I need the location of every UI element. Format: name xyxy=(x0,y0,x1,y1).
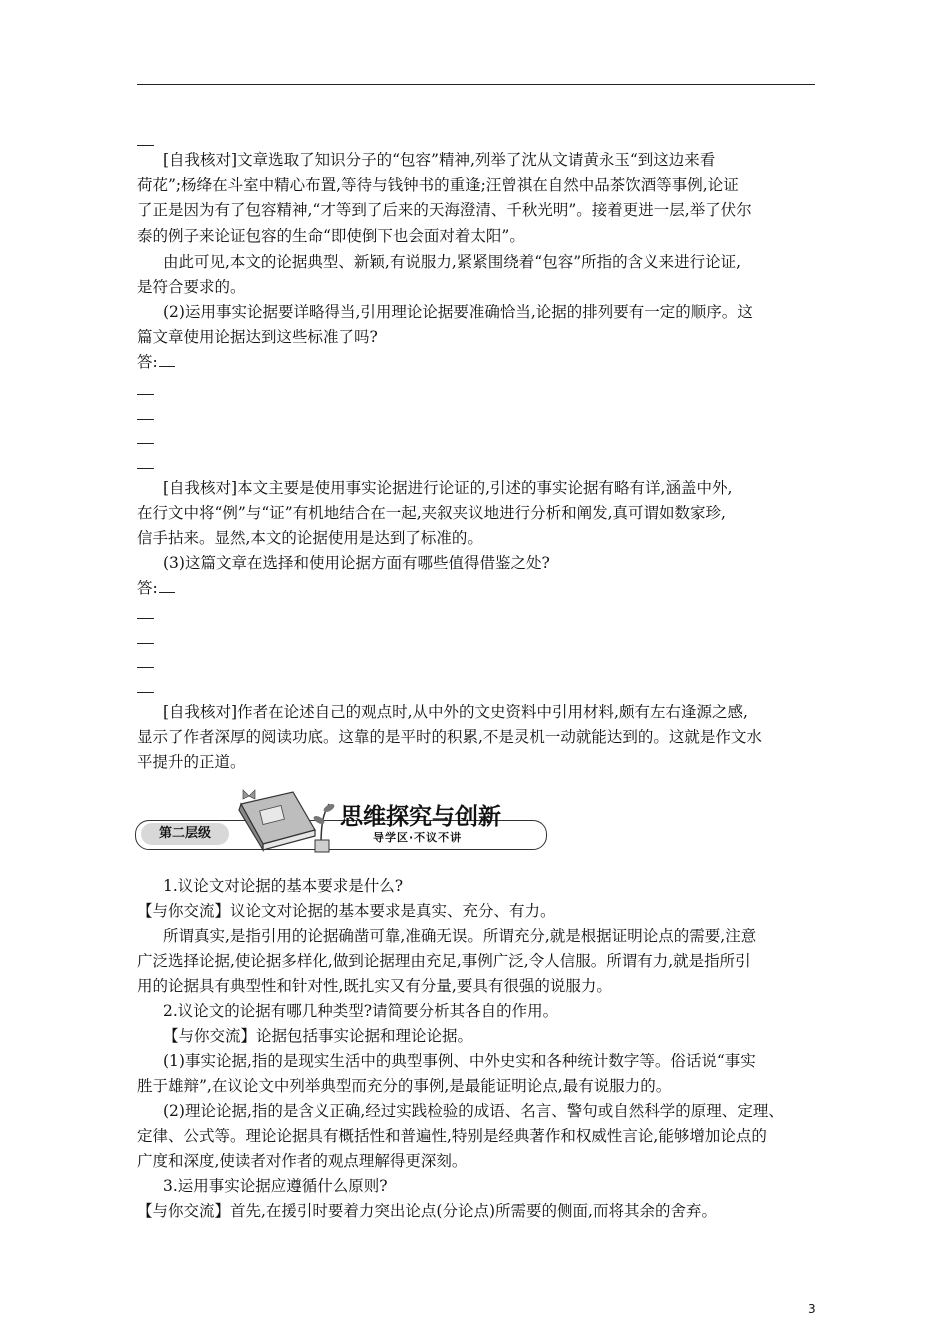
text-line: 篇文章使用论据达到这些标准了吗? xyxy=(137,328,378,346)
section-banner xyxy=(135,782,555,862)
text-line: 荷花”;杨绛在斗室中精心布置,等待与钱钟书的重逢;汪曾祺在自然中品茶饮酒等事例,论证 xyxy=(137,176,739,194)
text-line: 广泛选择论据,使论据多样化,做到论据理由充足,事例广泛,令人信服。所谓有力,就是指所引 xyxy=(137,952,751,970)
answer-blank[interactable] xyxy=(137,618,154,619)
level-badge: 第二层级 xyxy=(141,823,229,845)
answer-blank[interactable] xyxy=(137,667,154,668)
text-line: 定律、公式等。理论论据具有概括性和普遍性,特别是经典著作和权威性言论,能够增加论点的 xyxy=(137,1127,767,1145)
answer-blank[interactable] xyxy=(137,692,154,693)
banner-title: 思维探究与创新 xyxy=(340,804,501,830)
question-1: 1.议论文对论据的基本要求是什么? xyxy=(163,877,404,895)
text-line: 了正是因为有了包容精神,“才等到了后来的天海澄清、千秋光明”。接着更进一层,举了伏尔 xyxy=(137,201,752,219)
text-line: [自我核对]作者在论述自己的观点时,从中外的文史资料中引用材料,颇有左右逢源之感, xyxy=(163,703,748,721)
answer-blank[interactable] xyxy=(137,643,154,644)
answer-blank[interactable] xyxy=(137,419,154,420)
answer-blank[interactable] xyxy=(137,468,154,469)
text-line: (1)事实论据,指的是现实生活中的典型事例、中外史实和各种统计数字等。俗话说“事实 xyxy=(163,1052,756,1070)
banner-subtitle: 导学区·不议不讲 xyxy=(373,831,463,844)
text-line: (3)这篇文章在选择和使用论据方面有哪些值得借鉴之处? xyxy=(163,554,550,572)
text-line: 【与你交流】论据包括事实论据和理论论据。 xyxy=(163,1027,474,1045)
header-rule xyxy=(137,84,815,85)
text-line: (2)理论论据,指的是含义正确,经过实践检验的成语、名言、警句或自然科学的原理、定理、 xyxy=(163,1102,784,1120)
text-line: 由此可见,本文的论据典型、新颖,有说服力,紧紧围绕着“包容”所指的含义来进行论证, xyxy=(163,253,742,271)
book-plant-icon xyxy=(223,784,343,854)
answer-prompt: 答: xyxy=(137,353,158,371)
answer-label xyxy=(137,352,817,372)
text-line: [自我核对]本文主要是使用事实论据进行论证的,引述的事实论据有略有详,涵盖中外, xyxy=(163,479,733,497)
question-2: 2.议论文的论据有哪几种类型?请简要分析其各自的作用。 xyxy=(163,1002,559,1020)
text-line: 广度和深度,使读者对作者的观点理解得更深刻。 xyxy=(137,1152,468,1170)
page-number: 3 xyxy=(808,1302,816,1316)
text-line: 胜于雄辩”,在议论文中列举典型而充分的事例,是最能证明论点,最有说服力的。 xyxy=(137,1077,672,1095)
text-line: 是符合要求的。 xyxy=(137,278,246,296)
answer-prompt: 答: xyxy=(137,579,158,597)
text-line: 【与你交流】议论文对论据的基本要求是真实、充分、有力。 xyxy=(137,902,556,920)
text-line: 平提升的正道。 xyxy=(137,753,246,771)
answer-blank xyxy=(137,145,154,146)
text-line: 信手拈来。显然,本文的论据使用是达到了标准的。 xyxy=(137,529,483,547)
text-line: 用的论据具有典型性和针对性,既扎实又有分量,要具有很强的说服力。 xyxy=(137,977,612,995)
answer-blank[interactable] xyxy=(137,394,154,395)
answer-label xyxy=(137,578,817,598)
answer-blank[interactable] xyxy=(159,354,175,367)
text-line: 【与你交流】首先,在援引时要着力突出论点(分论点)所需要的侧面,而将其余的舍弃。 xyxy=(137,1202,717,1220)
question-3: 3.运用事实论据应遵循什么原则? xyxy=(163,1177,388,1195)
text-line: [自我核对]文章选取了知识分子的“包容”精神,列举了沈从文请黄永玉“到这边来看 xyxy=(163,151,716,169)
answer-blank[interactable] xyxy=(137,443,154,444)
text-line: (2)运用事实论据要详略得当,引用理论论据要准确恰当,论据的排列要有一定的顺序。这 xyxy=(163,303,753,321)
text-line: 所谓真实,是指引用的论据确凿可靠,准确无误。所谓充分,就是根据证明论点的需要,注意 xyxy=(163,927,757,945)
answer-blank[interactable] xyxy=(159,580,175,593)
text-line: 在行文中将“例”与“证”有机地结合在一起,夹叙夹议地进行分析和阐发,真可谓如数家珍, xyxy=(137,504,726,522)
text-line: 泰的例子来论证包容的生命“即使倒下也会面对着太阳”。 xyxy=(137,227,525,245)
text-line: 显示了作者深厚的阅读功底。这靠的是平时的积累,不是灵机一动就能达到的。这就是作文水 xyxy=(137,728,762,746)
